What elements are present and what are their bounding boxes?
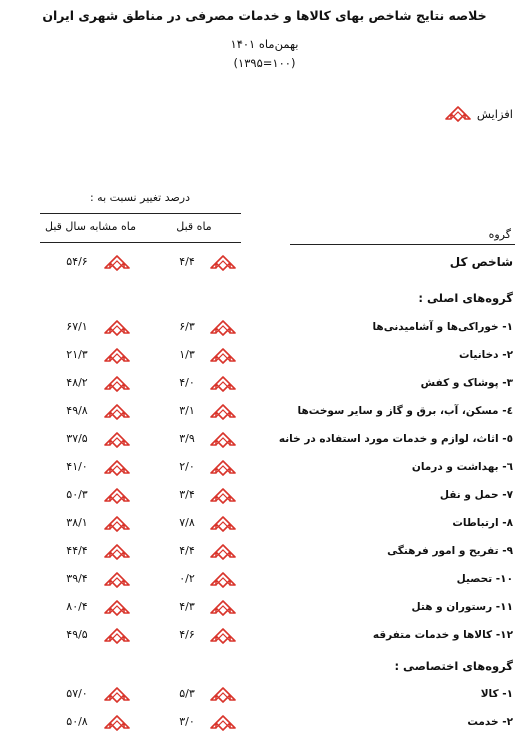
increase-arrow-icon — [104, 544, 130, 560]
increase-arrow-icon — [210, 376, 236, 392]
group-label: ٦- بهداشت و درمان — [411, 461, 513, 473]
group-label: شاخص کل — [449, 255, 513, 269]
table-row — [0, 370, 529, 396]
group-label: ٥- اثاث، لوازم و خدمات مورد استفاده در خانه — [278, 433, 513, 445]
table-row — [0, 342, 529, 368]
group-divider — [290, 244, 515, 245]
table-row — [0, 709, 529, 735]
prev-month-value: ۴/۶ — [179, 628, 195, 641]
increase-arrow-icon — [104, 432, 130, 448]
prev-year-value: ۴۸/۲ — [66, 376, 88, 389]
prev-month-value: ۰/۲ — [179, 572, 195, 585]
prev-year-value: ۵۴/۶ — [66, 255, 88, 268]
report-period: بهمن‌ماه ۱۴۰۱ — [230, 37, 299, 51]
increase-arrow-icon — [104, 376, 130, 392]
table-row — [0, 454, 529, 480]
prev-month-value: ۱/۳ — [179, 348, 195, 361]
increase-arrow-icon — [210, 600, 236, 616]
increase-arrow-icon — [104, 687, 130, 703]
increase-arrow-icon — [104, 404, 130, 420]
base-year: (۱۰۰=۱۳۹۵) — [233, 56, 296, 70]
prev-year-value: ۳۹/۴ — [66, 572, 88, 585]
columns-divider — [40, 242, 241, 243]
increase-arrow-icon — [104, 460, 130, 476]
increase-arrow-icon — [210, 404, 236, 420]
prev-month-value: ۴/۴ — [179, 544, 195, 557]
header-divider — [40, 213, 241, 214]
increase-arrow-icon — [210, 572, 236, 588]
group-label: ۱۲- کالاها و خدمات متفرقه — [372, 629, 513, 641]
legend-label: افزایش — [476, 107, 513, 121]
increase-arrow-icon — [210, 255, 236, 271]
col-prev-month-header: ماه قبل — [176, 220, 212, 233]
table-row — [0, 510, 529, 536]
legend — [445, 102, 513, 126]
col-prev-year-header: ماه مشابه سال قبل — [45, 220, 136, 233]
group-label: ۲- خدمت — [467, 716, 513, 728]
increase-arrow-icon — [104, 488, 130, 504]
increase-arrow-icon — [210, 320, 236, 336]
table-row — [0, 398, 529, 424]
increase-arrow-icon — [104, 348, 130, 364]
increase-arrow-icon — [104, 600, 130, 616]
prev-month-value: ۵/۳ — [179, 687, 195, 700]
group-label: ۱۰- تحصیل — [456, 573, 513, 585]
increase-arrow-icon — [104, 516, 130, 532]
prev-year-value: ۴۹/۵ — [66, 628, 88, 641]
group-label: ۲- دخانیات — [458, 349, 513, 361]
prev-month-value: ۶/۳ — [179, 320, 195, 333]
increase-arrow-icon — [210, 628, 236, 644]
group-label: ۱۱- رستوران و هتل — [411, 601, 513, 613]
increase-arrow-icon — [210, 715, 236, 731]
group-label: ۷- حمل و نقل — [439, 489, 513, 501]
table-row — [0, 314, 529, 340]
increase-arrow-icon — [104, 320, 130, 336]
group-label: ۸- ارتباطات — [452, 517, 513, 529]
increase-arrow-icon — [104, 572, 130, 588]
prev-year-value: ۶۷/۱ — [66, 320, 88, 333]
prev-year-value: ۸۰/۴ — [66, 600, 88, 613]
prev-month-value: ۴/۰ — [179, 376, 195, 389]
table-row — [0, 249, 529, 275]
table-row — [0, 622, 529, 648]
prev-month-value: ۳/۱ — [179, 404, 195, 417]
pct-change-header: درصد تغییر نسبت به : — [89, 191, 191, 204]
prev-year-value: ۵۰/۸ — [66, 715, 88, 728]
prev-year-value: ۳۷/۵ — [66, 432, 88, 445]
prev-year-value: ۵۰/۳ — [66, 488, 88, 501]
prev-month-value: ۳/۰ — [179, 715, 195, 728]
prev-year-value: ۵۷/۰ — [66, 687, 88, 700]
group-label: ۱- کالا — [480, 688, 513, 700]
special-groups-title: گروه‌های اختصاصی : — [394, 659, 513, 673]
group-label: ۳- پوشاک و کفش — [420, 377, 513, 389]
prev-month-value: ۳/۴ — [179, 488, 195, 501]
group-label: ۹- تفریح و امور فرهنگی — [387, 545, 513, 557]
prev-month-value: ۲/۰ — [179, 460, 195, 473]
increase-arrow-icon — [210, 432, 236, 448]
table-row — [0, 426, 529, 452]
table-row — [0, 566, 529, 592]
prev-year-value: ۲۱/۳ — [66, 348, 88, 361]
group-column-header: گروه — [488, 228, 511, 241]
increase-arrow-icon — [104, 628, 130, 644]
increase-arrow-icon — [445, 106, 471, 122]
table-row — [0, 594, 529, 620]
group-label: ٤- مسکن، آب، برق و گاز و سایر سوخت‌ها — [297, 405, 513, 417]
increase-arrow-icon — [210, 516, 236, 532]
increase-arrow-icon — [210, 460, 236, 476]
prev-month-value: ۴/۳ — [179, 600, 195, 613]
increase-arrow-icon — [210, 348, 236, 364]
increase-arrow-icon — [104, 715, 130, 731]
group-label: ۱- خوراکی‌ها و آشامیدنی‌ها — [372, 321, 513, 333]
prev-month-value: ۳/۹ — [179, 432, 195, 445]
increase-arrow-icon — [210, 488, 236, 504]
main-groups-title: گروه‌های اصلی : — [418, 291, 513, 305]
increase-arrow-icon — [210, 687, 236, 703]
table-row — [0, 482, 529, 508]
table-row — [0, 681, 529, 707]
prev-year-value: ۴۴/۴ — [66, 544, 88, 557]
prev-month-value: ۴/۴ — [179, 255, 195, 268]
table-row — [0, 538, 529, 564]
report-title: خلاصه نتایج شاخص بهای کالاها و خدمات مصرفی در مناطق شهری ایران — [42, 8, 487, 23]
prev-year-value: ۴۱/۰ — [66, 460, 88, 473]
increase-arrow-icon — [210, 544, 236, 560]
increase-arrow-icon — [104, 255, 130, 271]
prev-year-value: ۴۹/۸ — [66, 404, 88, 417]
prev-month-value: ۷/۸ — [179, 516, 195, 529]
prev-year-value: ۳۸/۱ — [66, 516, 88, 529]
